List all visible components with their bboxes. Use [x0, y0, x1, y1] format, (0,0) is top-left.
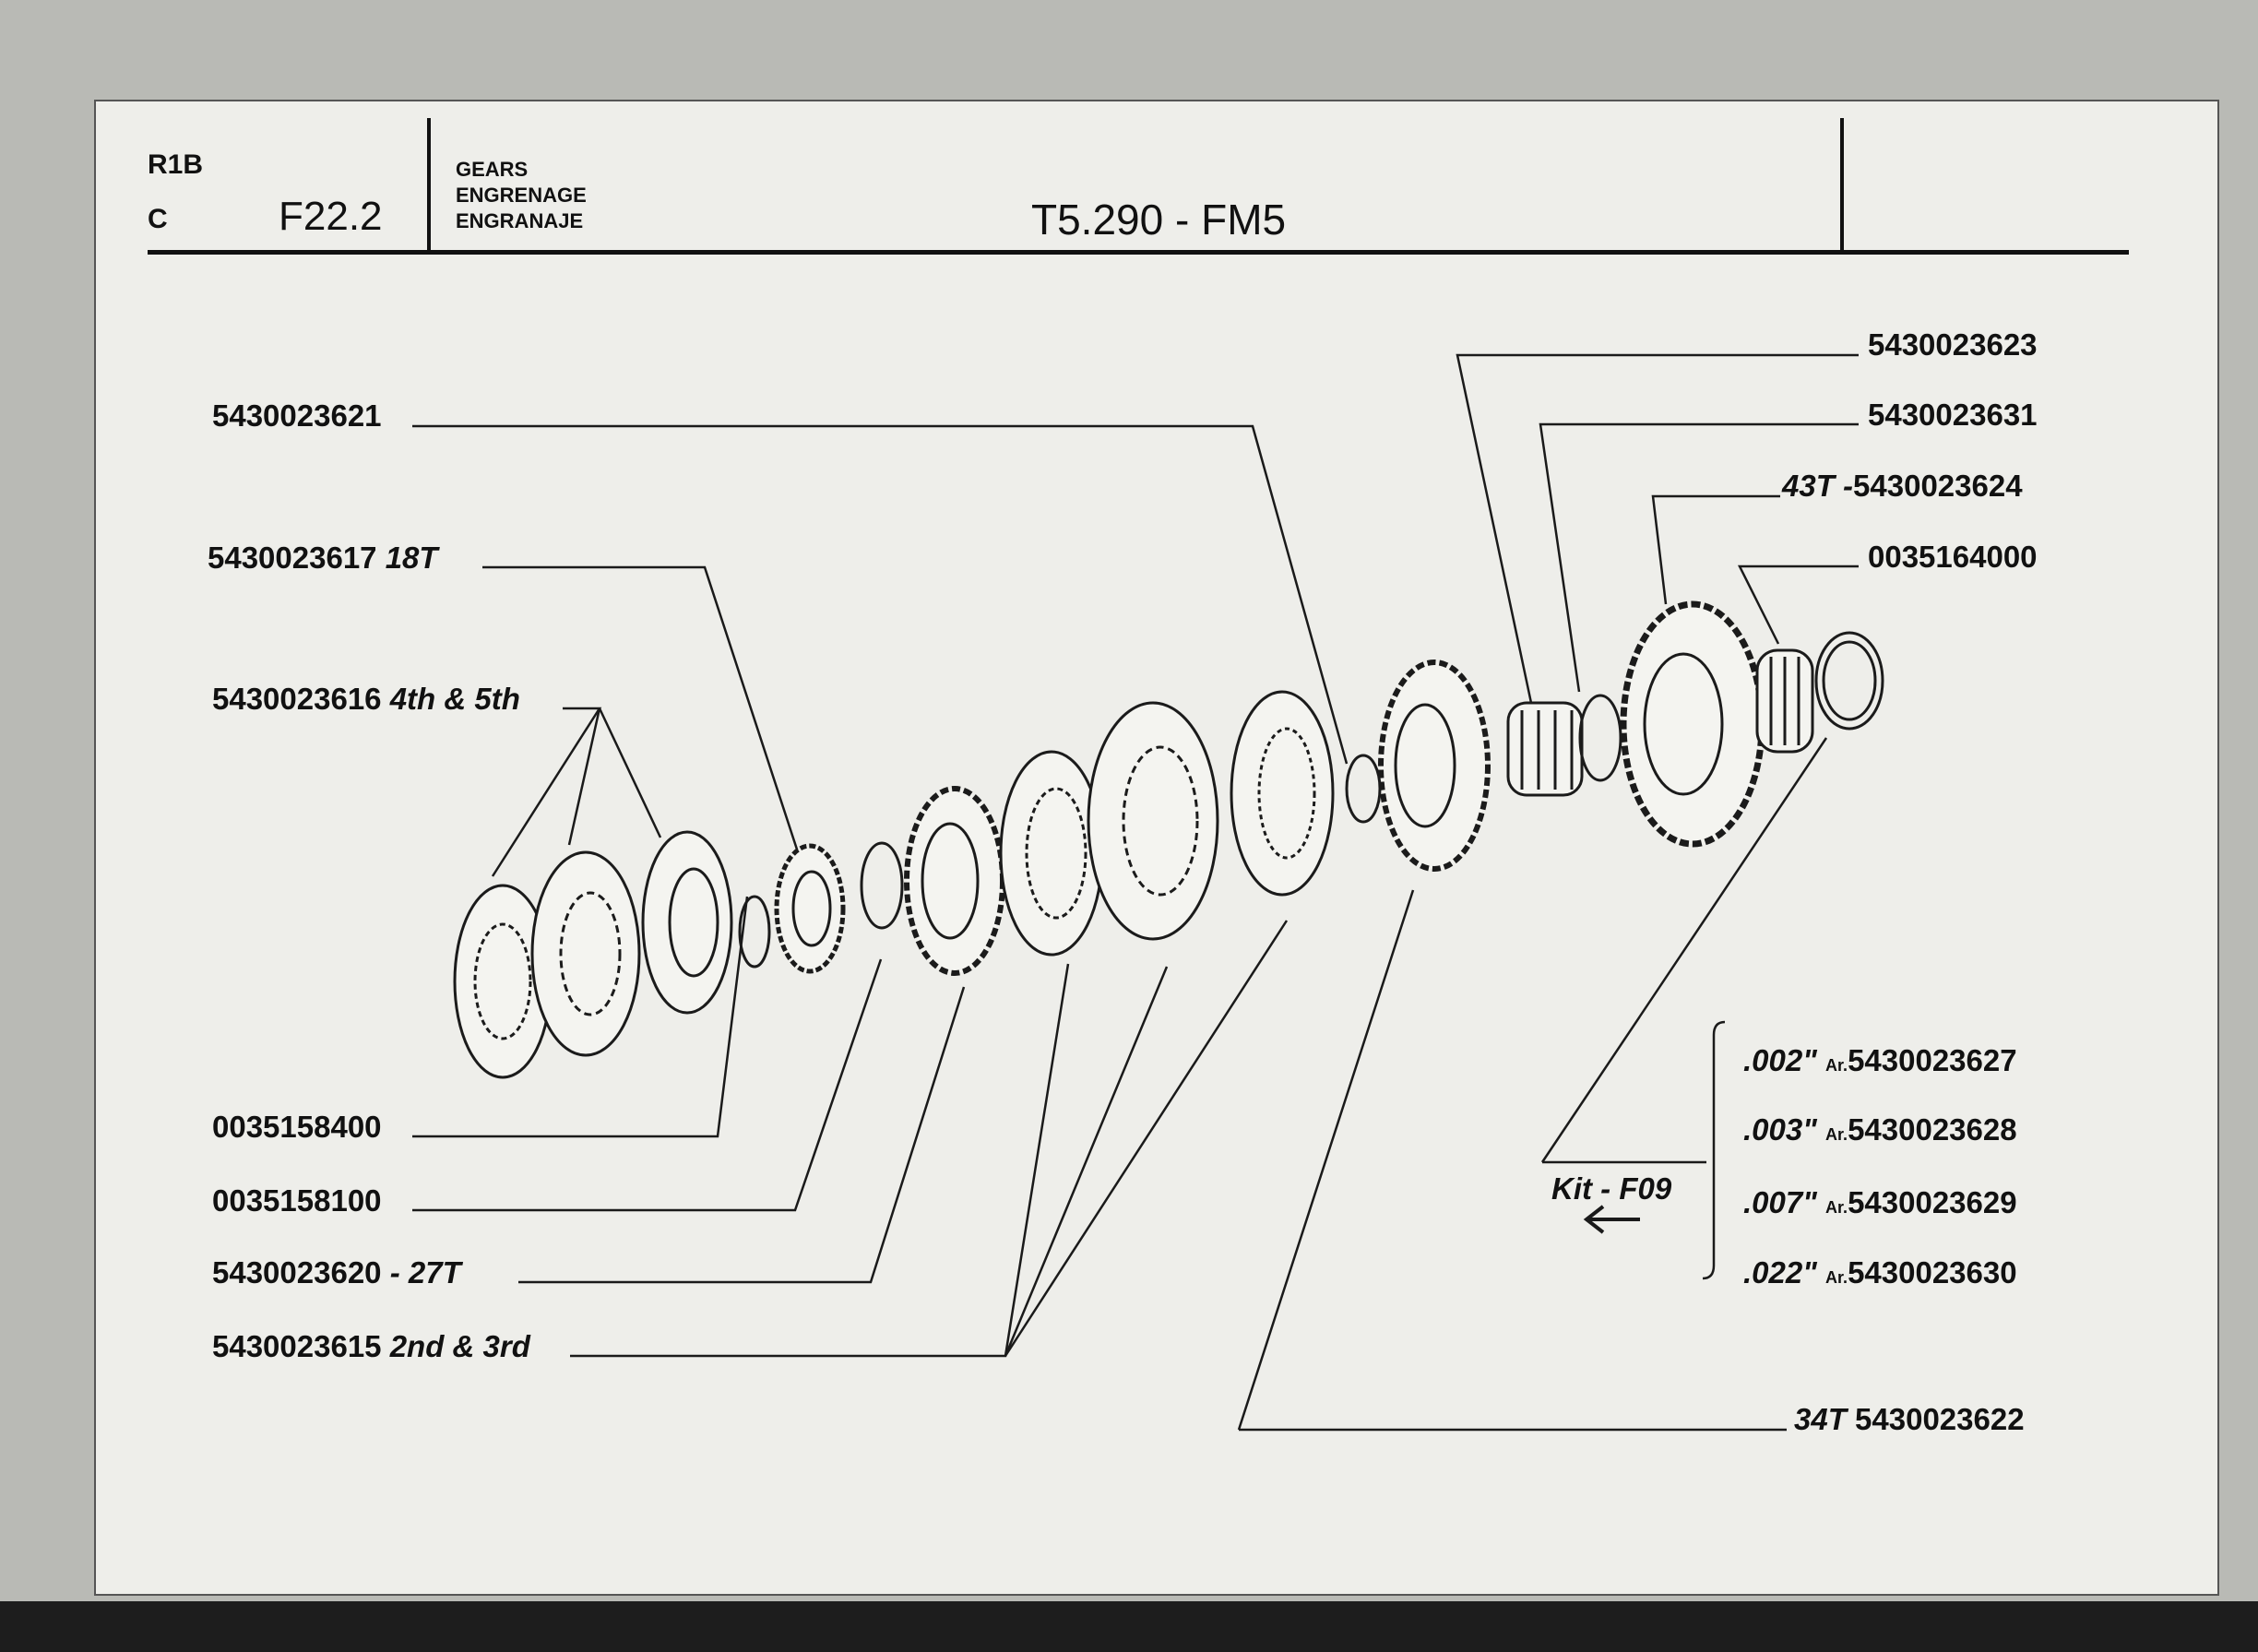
kit-item-5430023627: .002" Ar.5430023627 — [1743, 1043, 2017, 1077]
kit-arrow-icon — [1587, 1206, 1640, 1232]
synchro-hub-icon — [532, 852, 639, 1055]
figure-number: F22.2 — [279, 194, 383, 239]
label-5430023620: 5430023620 - 27T — [212, 1255, 461, 1290]
spacer-ring-icon — [1580, 695, 1621, 780]
snap-ring-icon — [862, 843, 902, 928]
kit-item-5430023628: .003" Ar.5430023628 — [1743, 1112, 2017, 1147]
section-name-es: ENGRANAJE — [456, 209, 584, 232]
label-0035158100: 0035158100 — [212, 1183, 382, 1218]
label-5430023631: 5430023631 — [1868, 398, 2038, 432]
section-name-en: GEARS — [456, 158, 529, 181]
snap-ring-icon — [740, 897, 769, 967]
label-0035164000: 0035164000 — [1868, 540, 2038, 574]
label-5430023616: 5430023616 4th & 5th — [212, 682, 520, 716]
gear-34t-icon — [1381, 662, 1488, 869]
kit-item-5430023629: .007" Ar.5430023629 — [1743, 1185, 2017, 1219]
label-5430023623: 5430023623 — [1868, 327, 2038, 362]
label-5430023621: 5430023621 — [212, 398, 382, 433]
label-0035158400: 0035158400 — [212, 1110, 382, 1144]
kit-label: Kit - F09 — [1551, 1171, 1672, 1206]
synchro-hub-icon — [1088, 703, 1218, 939]
bearing-icon — [1757, 650, 1812, 752]
gear-43t-icon — [1623, 604, 1762, 844]
kit-item-5430023630: .022" Ar.5430023630 — [1743, 1255, 2017, 1290]
gear-train — [455, 604, 1883, 1077]
label-5430023615: 5430023615 2nd & 3rd — [212, 1329, 530, 1363]
code-top: R1B — [148, 149, 204, 180]
label-5430023617: 5430023617 18T — [208, 541, 438, 575]
needle-bearing-icon — [1508, 703, 1582, 795]
cone-ring-icon — [643, 832, 731, 1013]
gear-27t-icon — [907, 789, 1003, 973]
shim-washer-icon — [1816, 633, 1883, 729]
section-name-fr: ENGRENAGE — [456, 184, 587, 207]
label-5430023622: 34T 5430023622 — [1794, 1402, 2025, 1436]
model-title: T5.290 - FM5 — [1031, 196, 1287, 244]
gear-18t-icon — [777, 846, 843, 971]
snap-ring-icon — [1347, 755, 1380, 822]
cone-ring-icon — [1231, 692, 1333, 895]
code-bottom: C — [148, 204, 168, 234]
label-5430023624: 43T -5430023624 — [1782, 469, 2023, 503]
cone-ring-icon — [1001, 752, 1102, 955]
